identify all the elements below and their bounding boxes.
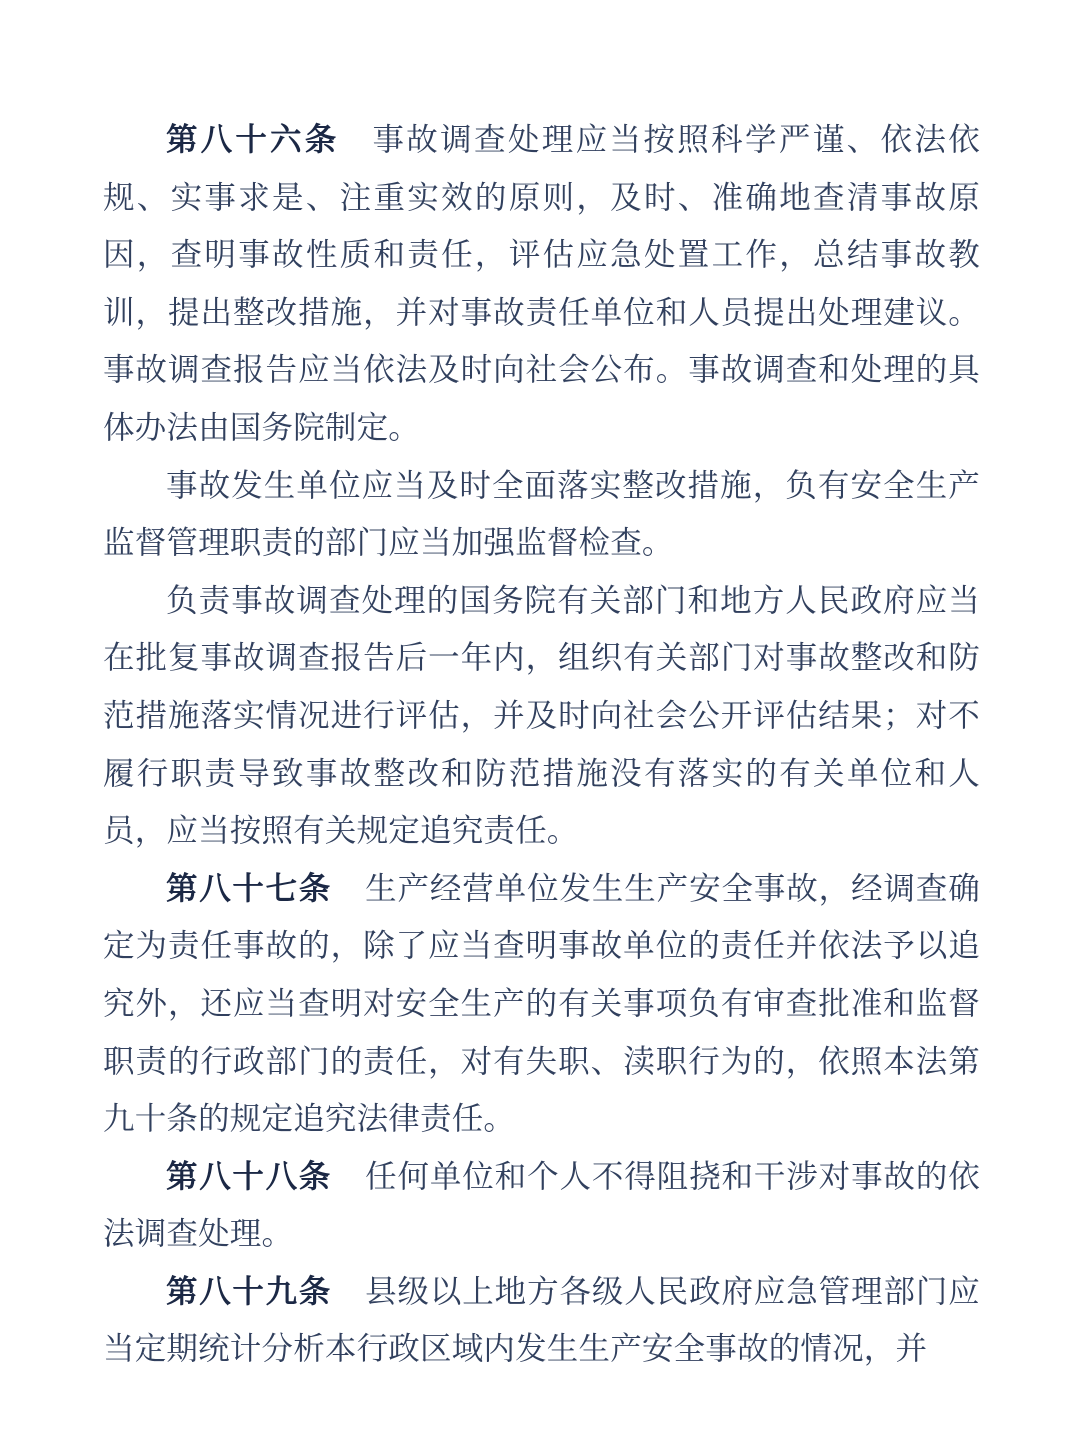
article-number: 第八十八条: [166, 1157, 333, 1194]
paragraph-text: 事故发生单位应当及时全面落实整改措施，负有安全生产监督管理职责的部门应当加强监督检查。: [103, 467, 980, 561]
paragraph: [103, 457, 980, 572]
paragraph: [103, 1148, 980, 1263]
paragraph: [103, 1263, 980, 1378]
article-number: 第八十七条: [166, 869, 333, 906]
article-number: 第八十九条: [166, 1272, 333, 1309]
paragraph-text: 生产经营单位发生生产安全事故，经调查确定为责任事故的，除了应当查明事故单位的责任并依法予以追究外，还应当查明对安全生产的有关事项负有审查批准和监督职责的行政部门的责任，对有失职、渎职行为的，依照本法第九十条的规定追究法律责任。: [103, 870, 980, 1137]
paragraph-text: 负责事故调查处理的国务院有关部门和地方人民政府应当在批复事故调查报告后一年内，组织有关部门对事故整改和防范措施落实情况进行评估，并及时向社会公开评估结果；对不履行职责导致事故整改和防范措施没有落实的有关单位和人员，应当按照有关规定追究责任。: [103, 582, 980, 849]
document-body: [103, 111, 980, 1378]
article-number: 第八十六条: [166, 121, 340, 157]
paragraph-text: 任何单位和个人不得阻挠和干涉对事故的依法调查处理。: [103, 1158, 980, 1252]
paragraph-text: 县级以上地方各级人民政府应急管理部门应当定期统计分析本行政区域内发生生产安全事故的情况，并: [103, 1273, 980, 1367]
paragraph: [103, 111, 980, 457]
paragraph: [103, 572, 980, 860]
paragraph: [103, 860, 980, 1148]
paragraph-text: 事故调查处理应当按照科学严谨、依法依规、实事求是、注重实效的原则，及时、准确地查清事故原因，查明事故性质和责任，评估应急处置工作，总结事故教训，提出整改措施，并对事故责任单位和人员提出处理建议。事故调查报告应当依法及时向社会公布。事故调查和处理的具体办法由国务院制定。: [103, 122, 980, 445]
